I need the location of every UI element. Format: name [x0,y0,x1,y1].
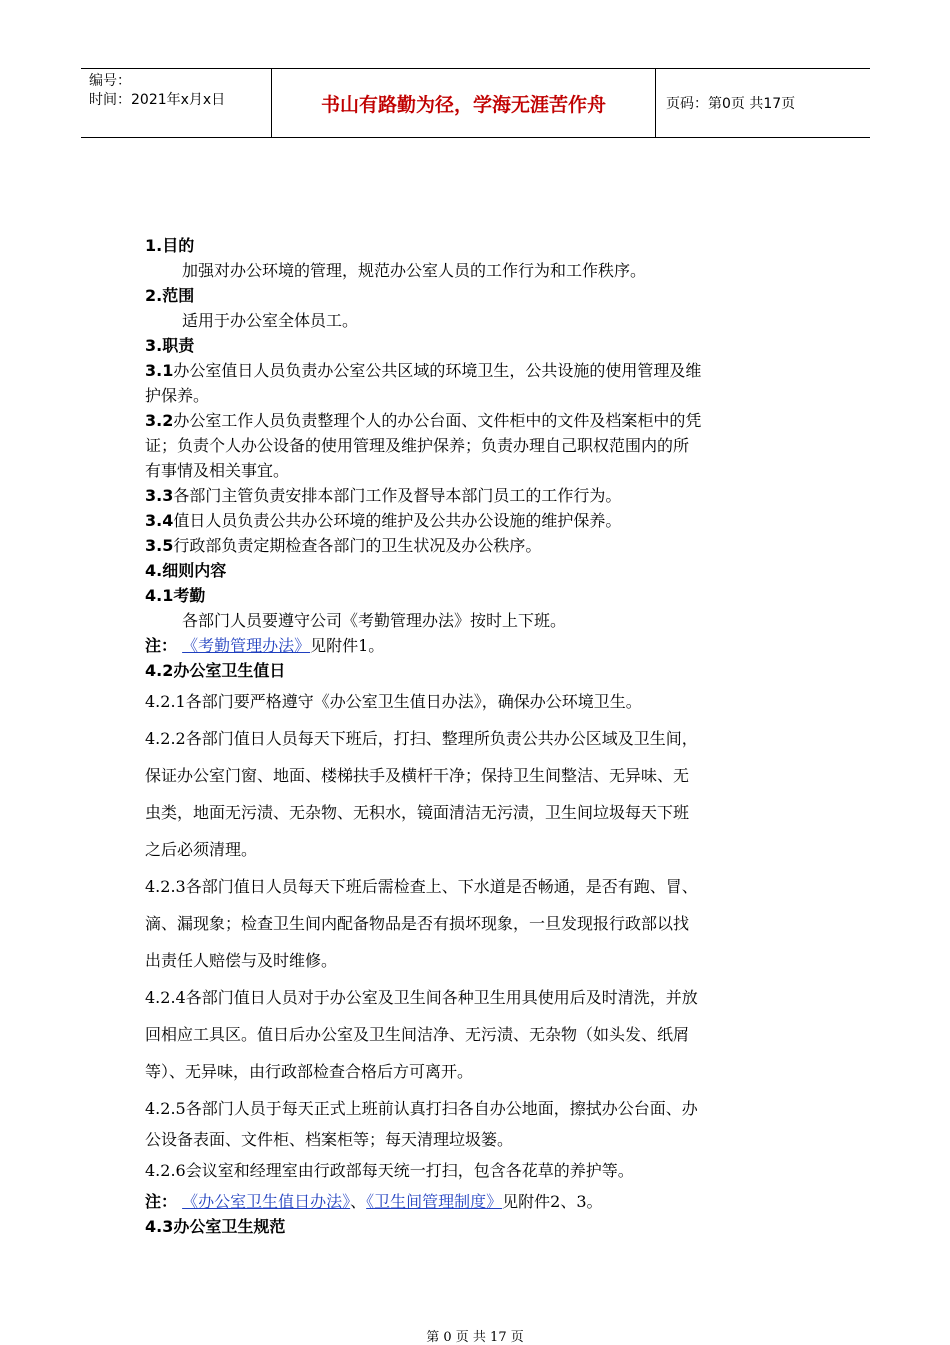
note-hygiene [145,1189,810,1214]
clause-4-2-6: 4.2.6会议室和经理室由行政部每天统一打扫，包含各花草的养护等。 [145,1161,634,1180]
clause-4-2-2-cont: 保证办公室门窗、地面、楼梯扶手及横杆干净；保持卫生间整洁、无异味、无 [145,766,690,785]
clause-4-2-4-cont: 回相应工具区。值日后办公室及卫生间洁净、无污渍、无杂物（如头发、纸屑 [145,1025,690,1044]
clause-3-1 [145,358,810,383]
clause-3-3 [145,483,810,508]
clause-3-4 [145,508,810,533]
section-4-1-title: 4.1考勤 [145,586,206,605]
document-header [81,68,870,138]
section-1-title: 1.目的 [145,236,195,255]
document-body [145,233,810,1239]
section-4-3-title: 4.3办公室卫生规范 [145,1217,286,1236]
clause-text: 办公室工作人员负责整理个人的办公台面、文件柜中的文件及档案柜中的凭 [173,411,702,430]
clause-4-2-3: 4.2.3各部门值日人员每天下班后需检查上、下水道是否畅通，是否有跑、冒、 [145,877,698,896]
note-label: 注： [145,636,178,655]
clause-4-2-4: 4.2.4各部门值日人员对于办公室及卫生间各种卫生用具使用后及时清洗，并放 [145,988,698,1007]
note-attendance [145,633,810,658]
clause-3-5 [145,533,810,558]
clause-4-2-4-cont: 等）、无异味，由行政部检查合格后方可离开。 [145,1062,474,1081]
section-2-title: 2.范围 [145,286,195,305]
clause-4-2-3-cont: 出责任人赔偿与及时维修。 [145,951,338,970]
section-1-text: 加强对办公环境的管理，规范办公室人员的工作行为和工作秩序。 [182,261,647,280]
clause-4-2-5-cont: 公设备表面、文件柜、档案柜等；每天清理垃圾篓。 [145,1130,514,1149]
clause-4-2-5: 4.2.5各部门人员于每天正式上班前认真打扫各自办公地面，擦拭办公台面、办 [145,1099,698,1118]
header-page-code: 页码：第0页 共17页 [666,96,796,112]
clause-number: 3.5 [145,536,174,555]
clause-text: 各部门主管负责安排本部门工作及督导本部门员工的工作行为。 [173,486,622,505]
number-label: 编号： [89,73,131,89]
clause-3-2 [145,408,810,433]
section-4-2-title: 4.2办公室卫生值日 [145,661,286,680]
clause-text: 行政部负责定期检查各部门的卫生状况及办公秩序。 [173,536,542,555]
clause-4-2-1: 4.2.1各部门要严格遵守《办公室卫生值日办法》，确保办公环境卫生。 [145,692,642,711]
clause-text: 办公室值日人员负责办公室公共区域的环境卫生，公共设施的使用管理及维 [173,361,702,380]
note-label: 注： [145,1192,178,1211]
time-label: 时间：2021年x月x日 [89,92,226,108]
clause-number: 3.1 [145,361,174,380]
note-rest: 见附件2、3。 [502,1192,603,1211]
page-footer: 第 0 页 共 17 页 [426,1330,524,1345]
clause-3-2-cont: 有事情及相关事宜。 [145,461,290,480]
section-3-title: 3.职责 [145,336,195,355]
clause-3-2-cont: 证；负责个人办公设备的使用管理及维护保养；负责办理自己职权范围内的所 [145,436,690,455]
note-rest: 见附件1。 [310,636,385,655]
clause-4-2-2-cont: 之后必须清理。 [145,840,258,859]
restroom-rules-link[interactable]: 《卫生间管理制度》 [366,1192,503,1211]
section-4-1-text: 各部门人员要遵守公司《考勤管理办法》按时上下班。 [182,611,567,630]
duty-rules-link[interactable]: 《办公室卫生值日办法》 [182,1192,351,1211]
clause-number: 3.2 [145,411,174,430]
header-motto: 书山有路勤为径，学海无涯苦作舟 [272,69,656,137]
clause-4-2-3-cont: 滴、漏现象；检查卫生间内配备物品是否有损坏现象，一旦发现报行政部以找 [145,914,690,933]
attendance-rules-link[interactable]: 《考勤管理办法》 [182,636,311,655]
section-2-text: 适用于办公室全体员工。 [182,311,359,330]
clause-4-2-2: 4.2.2各部门值日人员每天下班后，打扫、整理所负责公共办公区域及卫生间， [145,729,698,748]
clause-number: 3.3 [145,486,174,505]
section-4-title: 4.细则内容 [145,561,227,580]
clause-4-2-2-cont: 虫类，地面无污渍、无杂物、无积水，镜面清洁无污渍，卫生间垃圾每天下班 [145,803,690,822]
note-separator: 、 [350,1192,367,1211]
header-meta [81,69,272,137]
clause-text: 值日人员负责公共办公环境的维护及公共办公设施的维护保养。 [173,511,622,530]
clause-3-1-cont: 护保养。 [145,386,210,405]
clause-number: 3.4 [145,511,174,530]
